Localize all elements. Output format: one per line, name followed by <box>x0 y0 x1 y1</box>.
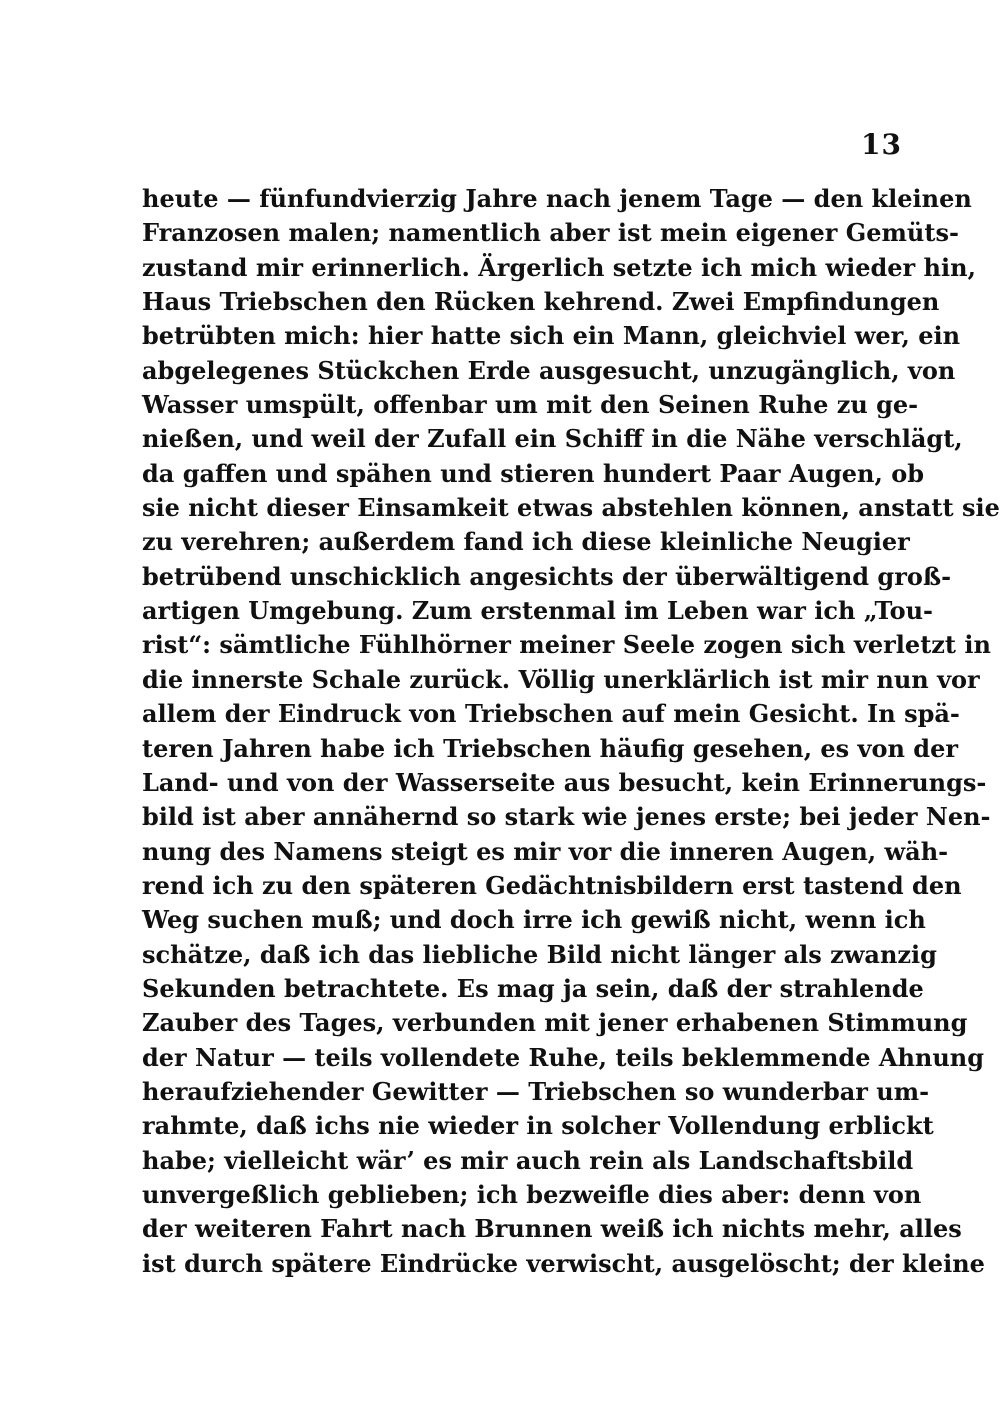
body-text <box>142 182 1000 1281</box>
text-line: der Natur — teils vollendete Ruhe, teils beklemmende Ahnung <box>142 1042 985 1072</box>
text-line: da gaffen und spähen und stieren hundert Paar Augen, ob <box>142 458 924 488</box>
text-line: abgelegenes Stückchen Erde ausgesucht, unzugänglich, von <box>142 355 956 385</box>
text-line: schätze, daß ich das liebliche Bild nicht länger als zwanzig <box>142 939 937 969</box>
text-line: bild ist aber annähernd so stark wie jenes erste; bei jeder Nen- <box>142 802 991 832</box>
text-line: betrübend unschicklich angesichts der überwältigend groß- <box>142 561 952 591</box>
text-line: Wasser umspült, offenbar um mit den Seinen Ruhe zu ge- <box>142 390 919 420</box>
text-line: rist“: sämtliche Fühlhörner meiner Seele zogen sich verletzt in <box>142 630 991 660</box>
text-line: heute — fünfundvierzig Jahre nach jenem Tage — den kleinen <box>142 184 972 213</box>
text-line: Land- und von der Wasserseite aus besucht, kein Erinnerungs- <box>142 767 987 797</box>
text-line: heraufziehender Gewitter — Triebschen so wunderbar um- <box>142 1076 930 1106</box>
text-line: zustand mir erinnerlich. Ärgerlich setzte ich mich wieder hin, <box>142 252 976 282</box>
text-line: teren Jahren habe ich Triebschen häufig gesehen, es von der <box>142 733 958 763</box>
text-line: rahmte, daß ichs nie wieder in solcher Vollendung erblickt <box>142 1111 934 1141</box>
text-line: Weg suchen muß; und doch irre ich gewiß nicht, wenn ich <box>142 905 926 935</box>
text-line: zu verehren; außerdem fand ich diese kleinliche Neugier <box>142 527 910 557</box>
text-line: Haus Triebschen den Rücken kehrend. Zwei Empfindungen <box>142 287 940 317</box>
text-line: Franzosen malen; namentlich aber ist mein eigener Gemüts- <box>142 218 959 248</box>
text-line: sie nicht dieser Einsamkeit etwas abstehlen können, anstatt sie <box>142 493 1000 523</box>
text-line: der weiteren Fahrt nach Brunnen weiß ich nichts mehr, alles <box>142 1214 962 1244</box>
text-line: artigen Umgebung. Zum erstenmal im Leben war ich „Tou- <box>142 596 934 626</box>
text-line: die innerste Schale zurück. Völlig unerklärlich ist mir nun vor <box>142 664 980 694</box>
text-line: allem der Eindruck von Triebschen auf mein Gesicht. In spä- <box>142 699 960 729</box>
text-line: ist durch spätere Eindrücke verwischt, ausgelöscht; der kleine <box>142 1248 985 1278</box>
page-number: 13 <box>861 128 902 161</box>
text-line: unvergeßlich geblieben; ich bezweifle dies aber: denn von <box>142 1179 922 1209</box>
text-line: rend ich zu den späteren Gedächtnisbildern erst tastend den <box>142 870 962 900</box>
text-line: betrübten mich: hier hatte sich ein Mann, gleichviel wer, ein <box>142 321 961 351</box>
text-line: nung des Namens steigt es mir vor die inneren Augen, wäh- <box>142 836 949 866</box>
text-line: habe; vielleicht wär’ es mir auch rein als Landschaftsbild <box>142 1145 914 1175</box>
text-line: Zauber des Tages, verbunden mit jener erhabenen Stimmung <box>142 1008 968 1038</box>
text-line: Sekunden betrachtete. Es mag ja sein, daß der strahlende <box>142 973 924 1003</box>
text-line: nießen, und weil der Zufall ein Schiff in die Nähe verschlägt, <box>142 424 963 454</box>
